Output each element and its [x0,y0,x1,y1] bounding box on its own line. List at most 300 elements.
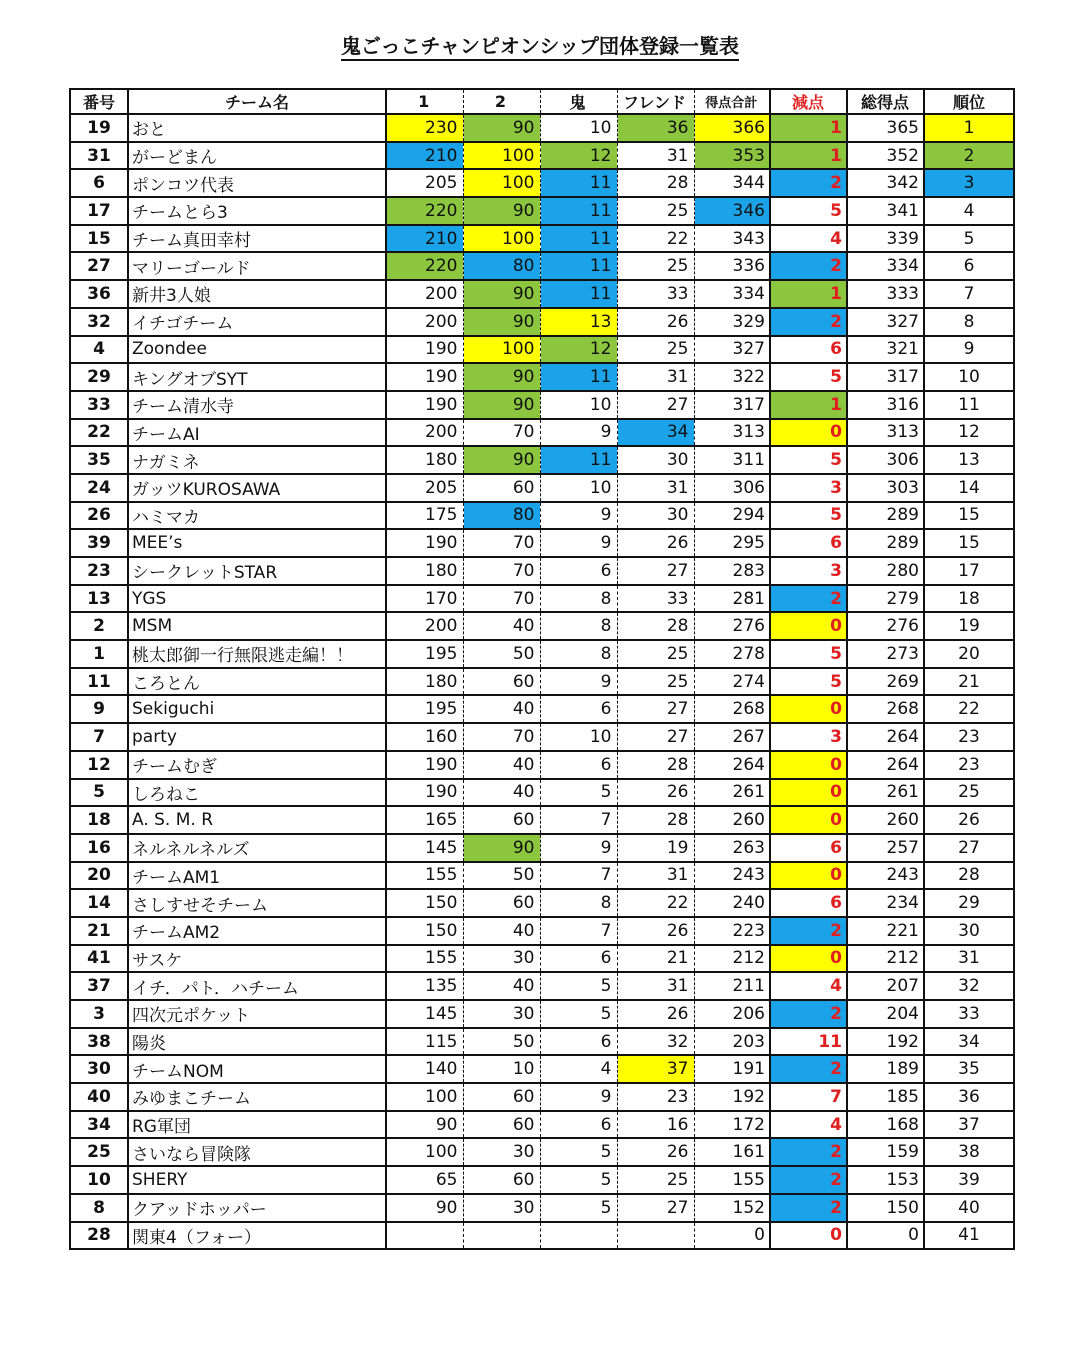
cell-team-name: おと [128,114,386,142]
cell-team-name: しろねこ [128,779,386,807]
cell-deduction: 0 [770,779,847,807]
cell-round-2: 60 [463,1166,540,1194]
cell-grand-total: 234 [847,889,924,917]
cell-round-2: 100 [463,225,540,253]
cell-grand-total: 273 [847,640,924,668]
cell-rank: 29 [924,889,1014,917]
cell-round-2: 40 [463,972,540,1000]
cell-round-1: 200 [386,308,463,336]
cell-score-total: 243 [694,862,770,890]
cell-team-name: 関東4（フォー） [128,1222,386,1250]
cell-number: 26 [70,502,128,530]
cell-grand-total: 264 [847,723,924,751]
table-row [70,446,1014,474]
cell-number: 1 [70,640,128,668]
cell-score-total: 223 [694,917,770,945]
cell-round-2: 60 [463,474,540,502]
cell-team-name: party [128,723,386,751]
cell-round-1: 195 [386,640,463,668]
cell-team-name: RG軍団 [128,1111,386,1139]
cell-round-1: 165 [386,806,463,834]
cell-grand-total: 207 [847,972,924,1000]
cell-grand-total: 168 [847,1111,924,1139]
cell-number: 13 [70,585,128,613]
cell-rank: 23 [924,723,1014,751]
cell-score-total: 343 [694,225,770,253]
table-row [70,945,1014,973]
cell-team-name: ハミマカ [128,502,386,530]
cell-round-2: 40 [463,917,540,945]
cell-friend: 26 [617,308,694,336]
cell-friend: 27 [617,391,694,419]
cell-deduction: 6 [770,336,847,364]
cell-oni: 5 [540,1000,617,1028]
cell-oni: 8 [540,889,617,917]
cell-rank: 10 [924,363,1014,391]
cell-round-1: 145 [386,1000,463,1028]
cell-friend: 25 [617,668,694,696]
header-rank: 順位 [924,89,1014,114]
cell-deduction: 1 [770,142,847,170]
cell-oni: 9 [540,1083,617,1111]
cell-score-total: 317 [694,391,770,419]
cell-oni: 11 [540,252,617,280]
cell-score-total: 240 [694,889,770,917]
cell-round-1: 190 [386,751,463,779]
table-row [70,862,1014,890]
table-header-row [70,89,1014,114]
cell-rank: 4 [924,197,1014,225]
header-number: 番号 [70,89,128,114]
cell-score-total: 366 [694,114,770,142]
cell-oni: 12 [540,336,617,364]
cell-team-name: チームAM2 [128,917,386,945]
cell-round-2: 90 [463,363,540,391]
cell-round-1: 145 [386,834,463,862]
cell-rank: 33 [924,1000,1014,1028]
table-row [70,419,1014,447]
cell-score-total: 155 [694,1166,770,1194]
cell-rank: 36 [924,1083,1014,1111]
cell-rank: 27 [924,834,1014,862]
table-row [70,1028,1014,1056]
cell-rank: 25 [924,779,1014,807]
table-row [70,1055,1014,1083]
cell-rank: 23 [924,751,1014,779]
cell-grand-total: 289 [847,529,924,557]
cell-oni: 7 [540,806,617,834]
cell-rank: 34 [924,1028,1014,1056]
table-row [70,225,1014,253]
cell-score-total: 311 [694,446,770,474]
cell-grand-total: 317 [847,363,924,391]
cell-round-1: 170 [386,585,463,613]
table-row [70,695,1014,723]
cell-score-total: 281 [694,585,770,613]
cell-oni: 12 [540,142,617,170]
cell-grand-total: 333 [847,280,924,308]
cell-friend: 19 [617,834,694,862]
cell-grand-total: 279 [847,585,924,613]
cell-team-name: Zoondee [128,336,386,364]
cell-oni: 5 [540,1138,617,1166]
cell-round-1: 160 [386,723,463,751]
cell-score-total: 295 [694,529,770,557]
cell-number: 23 [70,557,128,585]
cell-rank: 30 [924,917,1014,945]
cell-round-2: 90 [463,197,540,225]
cell-deduction: 5 [770,668,847,696]
cell-round-2: 90 [463,391,540,419]
cell-round-1: 190 [386,779,463,807]
cell-oni: 4 [540,1055,617,1083]
cell-number: 30 [70,1055,128,1083]
cell-score-total: 206 [694,1000,770,1028]
cell-team-name: ころとん [128,668,386,696]
cell-friend: 25 [617,1166,694,1194]
cell-rank: 13 [924,446,1014,474]
cell-score-total: 260 [694,806,770,834]
cell-oni: 10 [540,474,617,502]
table-row [70,640,1014,668]
cell-deduction: 2 [770,1138,847,1166]
table-row [70,751,1014,779]
cell-team-name: MEE’s [128,529,386,557]
cell-grand-total: 189 [847,1055,924,1083]
cell-rank: 7 [924,280,1014,308]
cell-oni: 11 [540,225,617,253]
cell-rank: 1 [924,114,1014,142]
cell-team-name: チームAI [128,419,386,447]
cell-number: 7 [70,723,128,751]
cell-number: 18 [70,806,128,834]
cell-grand-total: 316 [847,391,924,419]
cell-grand-total: 260 [847,806,924,834]
cell-friend: 22 [617,889,694,917]
title-text: 鬼ごっこチャンピオンシップ団体登録一覧表 [341,34,739,61]
header-deduction: 減点 [770,89,847,114]
cell-score-total: 313 [694,419,770,447]
cell-team-name: キングオブSYT [128,363,386,391]
table-row [70,1138,1014,1166]
cell-oni: 11 [540,197,617,225]
cell-deduction: 2 [770,1000,847,1028]
cell-team-name: チーム清水寺 [128,391,386,419]
cell-team-name: 新井3人娘 [128,280,386,308]
cell-grand-total: 159 [847,1138,924,1166]
cell-round-1: 175 [386,502,463,530]
cell-team-name: マリーゴールド [128,252,386,280]
cell-round-2: 60 [463,889,540,917]
table-row [70,972,1014,1000]
cell-round-1: 115 [386,1028,463,1056]
cell-score-total: 276 [694,612,770,640]
cell-number: 9 [70,695,128,723]
table-row [70,197,1014,225]
table-row [70,557,1014,585]
cell-friend: 25 [617,197,694,225]
cell-score-total: 306 [694,474,770,502]
cell-deduction: 0 [770,862,847,890]
cell-grand-total: 289 [847,502,924,530]
cell-friend: 28 [617,169,694,197]
cell-friend: 31 [617,972,694,1000]
cell-friend [617,1222,694,1250]
cell-friend: 23 [617,1083,694,1111]
cell-number: 19 [70,114,128,142]
cell-number: 29 [70,363,128,391]
table-row [70,114,1014,142]
cell-deduction: 5 [770,197,847,225]
cell-rank: 8 [924,308,1014,336]
cell-rank: 11 [924,391,1014,419]
cell-friend: 27 [617,723,694,751]
cell-round-1: 220 [386,252,463,280]
cell-round-2: 70 [463,529,540,557]
cell-friend: 28 [617,806,694,834]
cell-team-name: クアッドホッパー [128,1194,386,1222]
cell-deduction: 0 [770,612,847,640]
cell-round-1: 155 [386,862,463,890]
cell-grand-total: 303 [847,474,924,502]
cell-grand-total: 243 [847,862,924,890]
cell-round-1: 200 [386,612,463,640]
cell-oni [540,1222,617,1250]
cell-grand-total: 321 [847,336,924,364]
cell-grand-total: 327 [847,308,924,336]
cell-number: 5 [70,779,128,807]
cell-round-2: 90 [463,308,540,336]
cell-oni: 11 [540,363,617,391]
cell-deduction: 1 [770,280,847,308]
cell-deduction: 4 [770,972,847,1000]
cell-oni: 7 [540,862,617,890]
cell-deduction: 2 [770,308,847,336]
cell-round-2: 40 [463,612,540,640]
cell-score-total: 327 [694,336,770,364]
cell-round-2: 60 [463,668,540,696]
cell-score-total: 344 [694,169,770,197]
cell-grand-total: 268 [847,695,924,723]
header-round-2: 2 [463,89,540,114]
cell-round-2: 70 [463,557,540,585]
team-registration-table [69,88,1015,1250]
cell-number: 35 [70,446,128,474]
cell-round-1: 220 [386,197,463,225]
cell-round-1: 200 [386,280,463,308]
cell-rank: 35 [924,1055,1014,1083]
cell-rank: 5 [924,225,1014,253]
cell-round-2: 100 [463,142,540,170]
cell-friend: 33 [617,585,694,613]
cell-grand-total: 261 [847,779,924,807]
cell-rank: 18 [924,585,1014,613]
cell-round-1: 100 [386,1083,463,1111]
cell-round-1: 90 [386,1194,463,1222]
cell-round-2: 50 [463,1028,540,1056]
cell-grand-total: 264 [847,751,924,779]
table-row [70,723,1014,751]
cell-deduction: 2 [770,1055,847,1083]
cell-friend: 30 [617,502,694,530]
cell-oni: 6 [540,1028,617,1056]
cell-oni: 6 [540,557,617,585]
cell-round-2: 60 [463,806,540,834]
cell-grand-total: 221 [847,917,924,945]
cell-round-1: 190 [386,529,463,557]
cell-team-name: さいなら冒険隊 [128,1138,386,1166]
cell-rank: 15 [924,529,1014,557]
cell-round-1: 180 [386,446,463,474]
cell-friend: 33 [617,280,694,308]
cell-oni: 6 [540,751,617,779]
cell-score-total: 203 [694,1028,770,1056]
cell-team-name: さしすせそチーム [128,889,386,917]
cell-rank: 31 [924,945,1014,973]
cell-score-total: 268 [694,695,770,723]
cell-oni: 5 [540,1166,617,1194]
cell-number: 32 [70,308,128,336]
cell-deduction: 6 [770,889,847,917]
cell-round-2: 30 [463,1194,540,1222]
cell-deduction: 5 [770,640,847,668]
cell-number: 3 [70,1000,128,1028]
cell-round-2: 100 [463,336,540,364]
cell-friend: 30 [617,446,694,474]
cell-round-1: 210 [386,142,463,170]
table-row [70,474,1014,502]
cell-team-name: 四次元ポケット [128,1000,386,1028]
table-row [70,308,1014,336]
cell-score-total: 322 [694,363,770,391]
cell-team-name: ポンコツ代表 [128,169,386,197]
cell-team-name: 陽炎 [128,1028,386,1056]
cell-friend: 26 [617,917,694,945]
cell-deduction: 5 [770,502,847,530]
cell-friend: 28 [617,751,694,779]
cell-team-name: チーム真田幸村 [128,225,386,253]
cell-rank: 20 [924,640,1014,668]
cell-deduction: 6 [770,834,847,862]
cell-team-name: MSM [128,612,386,640]
cell-grand-total: 341 [847,197,924,225]
cell-oni: 11 [540,169,617,197]
cell-number: 4 [70,336,128,364]
cell-round-1: 195 [386,695,463,723]
cell-score-total: 264 [694,751,770,779]
cell-team-name: SHERY [128,1166,386,1194]
cell-friend: 26 [617,1138,694,1166]
cell-rank: 32 [924,972,1014,1000]
cell-friend: 31 [617,363,694,391]
cell-deduction: 2 [770,917,847,945]
table-row [70,1083,1014,1111]
table-row [70,1166,1014,1194]
cell-grand-total: 204 [847,1000,924,1028]
cell-friend: 36 [617,114,694,142]
cell-round-2: 70 [463,585,540,613]
cell-deduction: 6 [770,529,847,557]
cell-round-2 [463,1222,540,1250]
cell-number: 31 [70,142,128,170]
table-row [70,280,1014,308]
cell-score-total: 329 [694,308,770,336]
cell-score-total: 0 [694,1222,770,1250]
cell-team-name: イチ．パト．ハチーム [128,972,386,1000]
cell-score-total: 161 [694,1138,770,1166]
cell-round-2: 40 [463,779,540,807]
cell-deduction: 0 [770,945,847,973]
cell-number: 34 [70,1111,128,1139]
cell-round-1: 200 [386,419,463,447]
cell-rank: 3 [924,169,1014,197]
cell-friend: 31 [617,474,694,502]
cell-friend: 26 [617,529,694,557]
cell-rank: 6 [924,252,1014,280]
cell-round-1: 190 [386,391,463,419]
cell-deduction: 5 [770,363,847,391]
cell-grand-total: 280 [847,557,924,585]
cell-round-2: 90 [463,446,540,474]
cell-round-2: 60 [463,1083,540,1111]
cell-score-total: 152 [694,1194,770,1222]
cell-number: 37 [70,972,128,1000]
cell-score-total: 192 [694,1083,770,1111]
table-row [70,1222,1014,1250]
cell-deduction: 3 [770,474,847,502]
cell-number: 41 [70,945,128,973]
table-row [70,336,1014,364]
table-row [70,169,1014,197]
cell-oni: 7 [540,917,617,945]
cell-round-1: 205 [386,474,463,502]
cell-friend: 28 [617,612,694,640]
table-row [70,529,1014,557]
cell-round-1: 65 [386,1166,463,1194]
cell-oni: 9 [540,419,617,447]
cell-score-total: 336 [694,252,770,280]
cell-friend: 27 [617,1194,694,1222]
cell-round-2: 40 [463,695,540,723]
cell-score-total: 278 [694,640,770,668]
cell-grand-total: 257 [847,834,924,862]
cell-score-total: 346 [694,197,770,225]
cell-deduction: 2 [770,1194,847,1222]
cell-deduction: 4 [770,1111,847,1139]
cell-round-1: 205 [386,169,463,197]
cell-team-name: サスケ [128,945,386,973]
cell-rank: 9 [924,336,1014,364]
cell-score-total: 334 [694,280,770,308]
cell-friend: 25 [617,252,694,280]
cell-deduction: 4 [770,225,847,253]
cell-deduction: 0 [770,419,847,447]
cell-number: 6 [70,169,128,197]
cell-number: 38 [70,1028,128,1056]
cell-team-name: みゆまこチーム [128,1083,386,1111]
cell-oni: 8 [540,640,617,668]
cell-rank: 26 [924,806,1014,834]
cell-deduction: 0 [770,695,847,723]
cell-rank: 19 [924,612,1014,640]
cell-round-2: 50 [463,640,540,668]
cell-number: 24 [70,474,128,502]
cell-grand-total: 339 [847,225,924,253]
cell-friend: 37 [617,1055,694,1083]
cell-round-2: 90 [463,114,540,142]
cell-rank: 21 [924,668,1014,696]
cell-round-1: 210 [386,225,463,253]
